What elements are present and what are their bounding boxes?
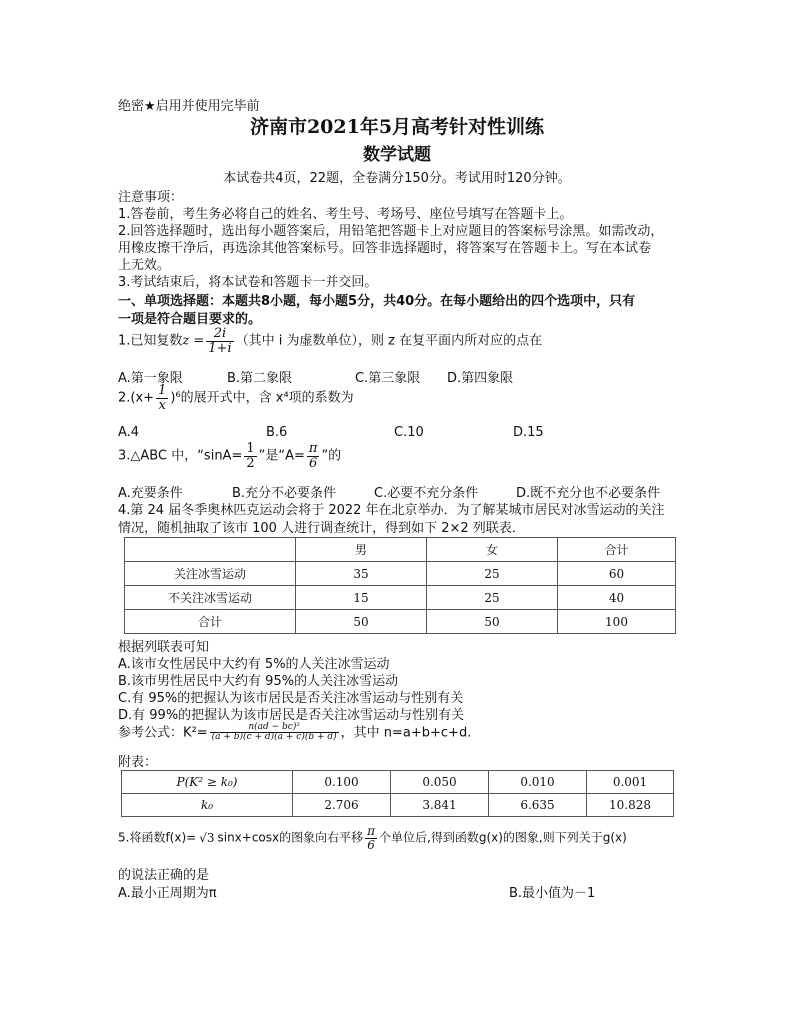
q3-fraction-1 [244, 442, 256, 470]
q2-option-c: C.10 [394, 425, 424, 440]
section-heading-cont: 一项是符合题目要求的。 [118, 312, 262, 327]
table-cell: 25 [427, 562, 558, 586]
q2-fraction [156, 384, 168, 412]
table-row [122, 771, 674, 794]
confidential-label: 绝密★启用并使用完毕前 [118, 99, 260, 114]
exam-title: 济南市2021年5月高考针对性训练 [249, 116, 545, 138]
q5-sqrt: √3 [199, 830, 215, 845]
table-cell: 3.841 [391, 794, 489, 817]
note-line: 3.考试结束后，将本试卷和答题卡一并交回。 [118, 275, 378, 290]
question-3 [118, 442, 341, 470]
q3-suffix: ”的 [321, 448, 342, 464]
note-line: 用橡皮擦干净后，再选涂其他答案标号。回答非选择题时，将答案写在答题卡上。写在本试卷 [118, 241, 652, 256]
table-cell: k₀ [122, 794, 293, 817]
q2-suffix: 的展开式中，含 x⁴项的系数为 [180, 390, 354, 406]
note-line: 上无效。 [118, 258, 171, 273]
table-cell: 0.001 [587, 771, 674, 794]
q1-option-c: C.第三象限 [355, 371, 421, 386]
reference-formula [118, 723, 471, 743]
q3-option-b: B.充分不必要条件 [232, 486, 337, 501]
note-line: 2.回答选择题时，选出每小题答案后，用铅笔把答题卡上对应题目的答案标号涂黑。如需改动， [118, 224, 664, 239]
q1-fraction [206, 327, 233, 355]
q1-suffix: （其中 i 为虚数单位），则 z 在复平面内所对应的点在 [235, 333, 543, 349]
q2-exponent: )⁶ [170, 390, 181, 406]
q3-option-a: A.充要条件 [118, 486, 183, 501]
q1-option-d: D.第四象限 [447, 371, 514, 386]
q1-prefix: 1.已知复数 [118, 333, 183, 349]
q3-prefix: 3.△ABC 中，“sinA= [118, 448, 243, 464]
q4-conclusion: 根据列联表可知 [118, 640, 210, 655]
q2-numerator: 1 [158, 383, 167, 398]
table-cell: 10.828 [587, 794, 674, 817]
formula-fraction [210, 723, 339, 743]
exam-subtitle: 数学试题 [363, 145, 431, 165]
table-cell: 25 [427, 586, 558, 610]
table-cell [125, 538, 296, 562]
table-cell: 100 [558, 610, 676, 634]
q1-option-a: A.第一象限 [118, 371, 183, 386]
q3-option-c: C.必要不充分条件 [374, 486, 479, 501]
appendix-label: 附表： [118, 755, 158, 770]
notes-heading: 注意事项： [118, 190, 184, 205]
q3-denominator-1: 2 [246, 455, 255, 471]
table-cell: P(K² ≥ k₀) [122, 771, 293, 794]
table-cell: 35 [296, 562, 427, 586]
table-cell: 15 [296, 586, 427, 610]
q3-fraction-2 [307, 442, 320, 470]
table-cell: 6.635 [489, 794, 587, 817]
q4-line-2: 情况，随机抽取了该市 100 人进行调查统计，得到如下 2×2 列联表． [118, 521, 525, 536]
q5-fraction [365, 825, 377, 851]
q5-mid: sinx+cosx的图象向右平移 [217, 830, 364, 845]
q5-suffix: 个单位后,得到函数g(x)的图象,则下列关于g(x) [379, 830, 627, 845]
formula-denominator: (a + b)(c + d)(a + c)(b + d) [211, 732, 337, 743]
question-5 [118, 825, 627, 851]
formula-suffix: ，其中 n=a+b+c+d. [340, 725, 472, 741]
q5-prefix: 5.将函数f(x)= [118, 830, 197, 845]
q1-option-b: B.第二象限 [227, 371, 293, 386]
critical-value-table [121, 770, 674, 817]
q5-line-2: 的说法正确的是 [118, 868, 210, 883]
table-cell: 40 [558, 586, 676, 610]
q2-prefix: 2.(x+ [118, 390, 155, 406]
table-row [125, 562, 676, 586]
table-cell: 50 [296, 610, 427, 634]
table-cell: 2.706 [293, 794, 391, 817]
formula-numerator: n(ad − bc)² [210, 723, 339, 733]
q2-option-d: D.15 [513, 425, 544, 440]
q2-denominator: x [158, 397, 166, 413]
q5-option-a: A.最小正周期为π [118, 886, 217, 901]
q3-numerator-1: 1 [246, 441, 255, 456]
table-cell: 50 [427, 610, 558, 634]
q5-option-b: B.最小值为－1 [509, 886, 596, 901]
table-cell: 合计 [558, 538, 676, 562]
table-header-row [125, 538, 676, 562]
q3-mid: ”是“A= [258, 448, 305, 464]
question-2 [118, 384, 354, 412]
q3-denominator-2: 6 [309, 455, 318, 471]
q2-option-b: B.6 [266, 425, 288, 440]
table-row [125, 610, 676, 634]
table-cell: 60 [558, 562, 676, 586]
table-cell: 女 [427, 538, 558, 562]
q5-denominator: 6 [367, 837, 375, 852]
table-cell: 0.100 [293, 771, 391, 794]
q4-option-c: C.有 95%的把握认为该市居民是否关注冰雪运动与性别有关 [118, 691, 464, 706]
contingency-table [124, 537, 676, 634]
q3-option-d: D.既不充分也不必要条件 [516, 486, 661, 501]
table-row [122, 794, 674, 817]
q2-option-a: A.4 [118, 425, 140, 440]
q4-option-d: D.有 99%的把握认为该市居民是否关注冰雪运动与性别有关 [118, 708, 465, 723]
q5-numerator: π [367, 824, 376, 838]
formula-label: 参考公式：K²= [118, 725, 208, 741]
note-line: 1.答卷前，考生务必将自己的姓名、考生号、考场号、座位号填写在答题卡上。 [118, 207, 573, 222]
q3-numerator-2: π [308, 441, 318, 456]
q4-option-b: B.该市男性居民中大约有 95%的人关注冰雪运动 [118, 674, 399, 689]
table-cell: 合计 [125, 610, 296, 634]
table-cell: 不关注冰雪运动 [125, 586, 296, 610]
question-1 [118, 327, 542, 355]
section-heading: 一、单项选择题：本题共8小题，每小题5分，共40分。在每小题给出的四个选项中，只有 [118, 294, 636, 309]
q1-numerator: 2i [206, 327, 233, 342]
q4-line-1: 4.第 24 届冬季奥林匹克运动会将于 2022 年在北京举办．为了解某城市居民对冰雪运动的关注 [118, 503, 665, 518]
table-cell: 关注冰雪运动 [125, 562, 296, 586]
q1-denominator: 1+i [208, 340, 232, 356]
table-cell: 0.010 [489, 771, 587, 794]
table-row [125, 586, 676, 610]
q4-option-a: A.该市女性居民中大约有 5%的人关注冰雪运动 [118, 657, 390, 672]
table-cell: 男 [296, 538, 427, 562]
table-cell: 0.050 [391, 771, 489, 794]
exam-info: 本试卷共4页，22题，全卷满分150分。考试用时120分钟。 [223, 171, 571, 186]
q1-z: z = [182, 333, 205, 349]
